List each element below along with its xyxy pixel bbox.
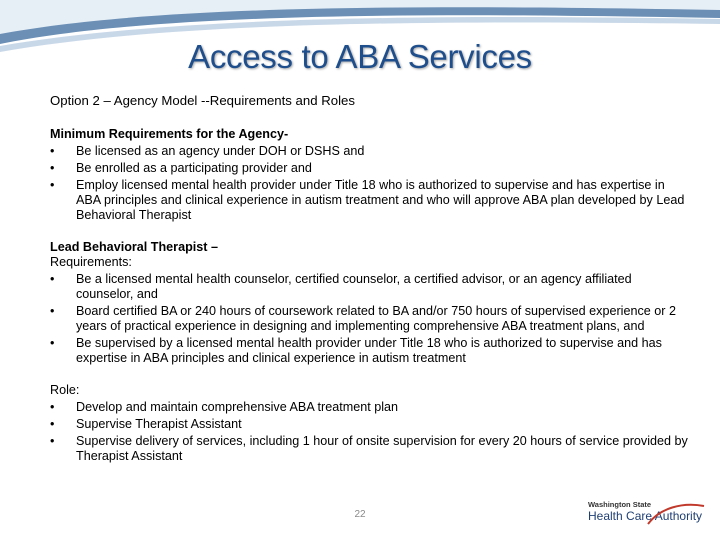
list-item: • Employ licensed mental health provider under Title 18 who is authorized to supervise and has expertise in ABA principles and clinical experience in autism treatment and who will approve ABA plan developed by Lead Behavioral Therapist xyxy=(50,178,690,223)
list-item: • Be licensed as an agency under DOH or DSHS and xyxy=(50,144,690,159)
agency-heading: Minimum Requirements for the Agency- xyxy=(50,127,289,141)
list-item: • Board certified BA or 240 hours of coursework related to BA and/or 750 hours of supervised experience or 2 years of practical experience in designing and implementing comprehensive ABA treatment plans, and xyxy=(50,304,690,334)
list-item: • Be enrolled as a participating provider and xyxy=(50,161,690,176)
list-item: • Be a licensed mental health counselor, certified counselor, a certified advisor, or an agency affiliated counselor, and xyxy=(50,272,690,302)
agency-list xyxy=(50,144,690,223)
role-list xyxy=(50,400,690,464)
requirements-label: Requirements: xyxy=(50,255,132,269)
logo-arc-icon xyxy=(646,502,706,526)
list-item: • Develop and maintain comprehensive ABA treatment plan xyxy=(50,400,690,415)
logo-state: Washington State xyxy=(588,500,652,509)
slide-body xyxy=(50,93,690,466)
list-item: • Supervise Therapist Assistant xyxy=(50,417,690,432)
slide-subtitle: Option 2 – Agency Model --Requirements and Roles xyxy=(50,93,355,108)
slide-title: Access to ABA Services xyxy=(188,38,532,75)
list-item: • Be supervised by a licensed mental health provider under Title 18 who is authorized to supervise and has expertise in ABA principles and clinical experience in autism treatment xyxy=(50,336,690,366)
page-number: 22 xyxy=(354,509,366,520)
lead-heading: Lead Behavioral Therapist – xyxy=(50,240,218,254)
role-label: Role: xyxy=(50,383,80,397)
hca-logo xyxy=(588,500,708,530)
requirements-list xyxy=(50,272,690,366)
logo-name: Health Care Authority xyxy=(588,509,703,523)
list-item: • Supervise delivery of services, including 1 hour of onsite supervision for every 20 hours of service provided by Therapist Assistant xyxy=(50,434,690,464)
